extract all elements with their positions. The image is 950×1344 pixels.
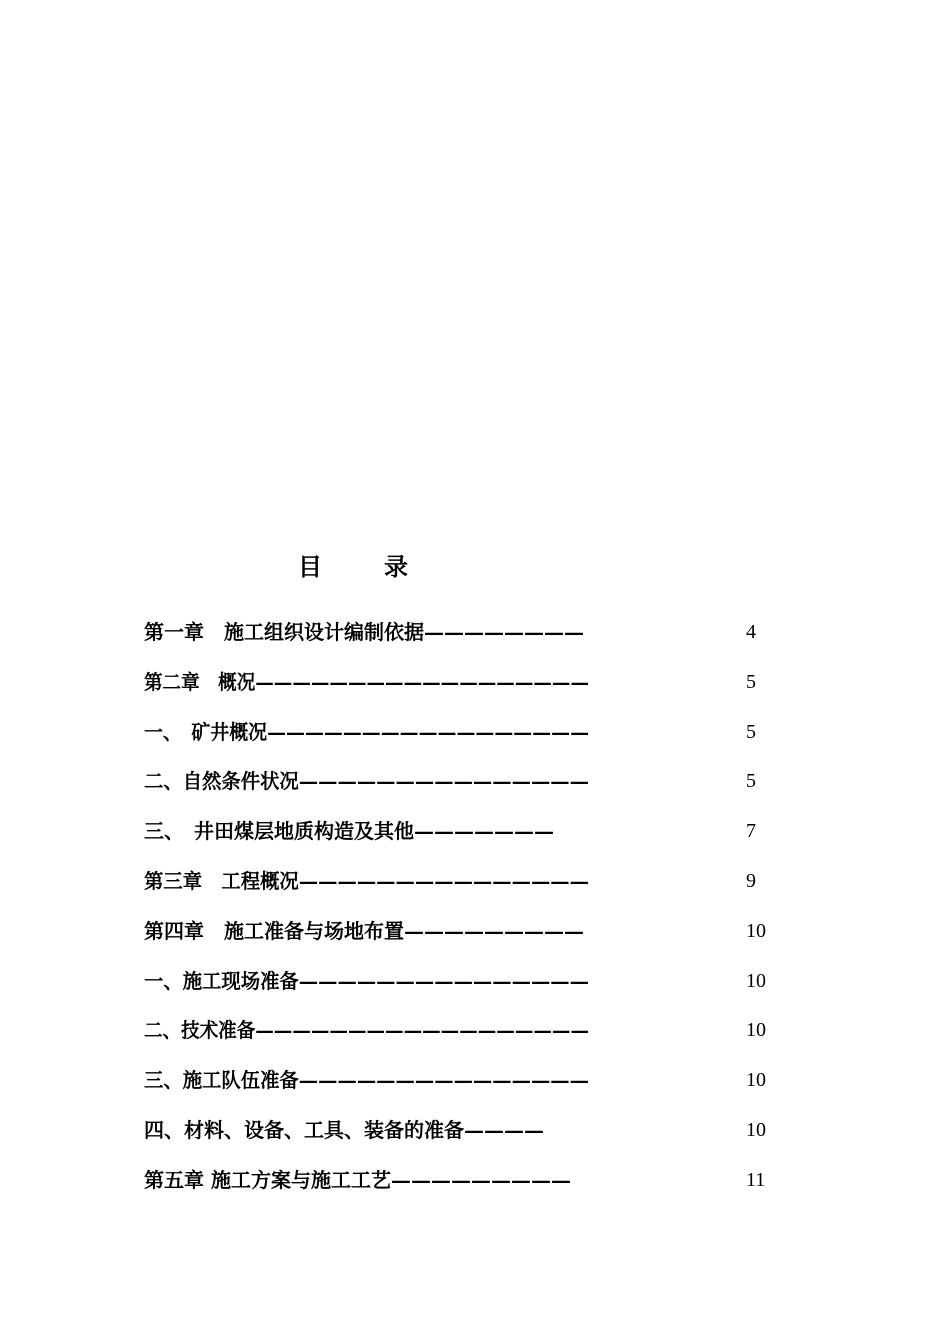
toc-entry[interactable]	[144, 1015, 766, 1045]
toc-entry[interactable]	[144, 717, 756, 747]
toc-entry-text: 三、施工队伍准备———————————————	[144, 1068, 589, 1092]
toc-title-right: 录	[384, 552, 408, 581]
toc-entry-page: 5	[746, 671, 756, 693]
toc-title-left: 目	[298, 552, 322, 581]
toc-entry-page: 10	[746, 1019, 766, 1041]
toc-entry[interactable]	[144, 766, 756, 796]
toc-entry[interactable]	[144, 667, 756, 697]
toc-entry-page: 9	[746, 870, 756, 892]
toc-entry-page: 10	[746, 970, 766, 992]
toc-entry[interactable]	[144, 1065, 766, 1095]
toc-entry-text: 第四章 施工准备与场地布置—————————	[144, 919, 584, 943]
toc-entry[interactable]	[144, 816, 756, 846]
toc-entry-text: 二、技术准备——————————————————	[144, 1018, 589, 1042]
toc-entry-text: 一、 矿井概况—————————————————	[144, 720, 589, 744]
toc-entry[interactable]	[144, 866, 756, 896]
toc-entry[interactable]	[144, 966, 766, 996]
toc-entry-page: 5	[746, 770, 756, 792]
toc-entry-text: 第三章 工程概况———————————————	[144, 869, 589, 893]
toc-entry[interactable]	[144, 1165, 766, 1195]
toc-entry[interactable]	[144, 1115, 766, 1145]
toc-entry-text: 三、 井田煤层地质构造及其他———————	[144, 819, 554, 843]
toc-entry-text: 第一章 施工组织设计编制依据————————	[144, 620, 584, 644]
toc-entry-text: 第五章 施工方案与施工工艺—————————	[144, 1168, 571, 1192]
toc-entry[interactable]	[144, 916, 766, 946]
toc-entry-page: 11	[746, 1169, 766, 1191]
toc-entry-page: 10	[746, 920, 766, 942]
toc-entry-page: 5	[746, 721, 756, 743]
toc-entry[interactable]	[144, 617, 756, 647]
toc-entry-text: 第二章 概况——————————————————	[144, 670, 589, 694]
toc-entry-page: 7	[746, 820, 756, 842]
toc-entry-text: 一、施工现场准备———————————————	[144, 969, 589, 993]
toc-entry-page: 4	[746, 621, 756, 643]
toc-entry-page: 10	[746, 1119, 766, 1141]
toc-entry-page: 10	[746, 1069, 766, 1091]
toc-entry-text: 二、自然条件状况———————————————	[144, 769, 589, 793]
toc-entry-text: 四、材料、设备、工具、装备的准备————	[144, 1118, 544, 1142]
